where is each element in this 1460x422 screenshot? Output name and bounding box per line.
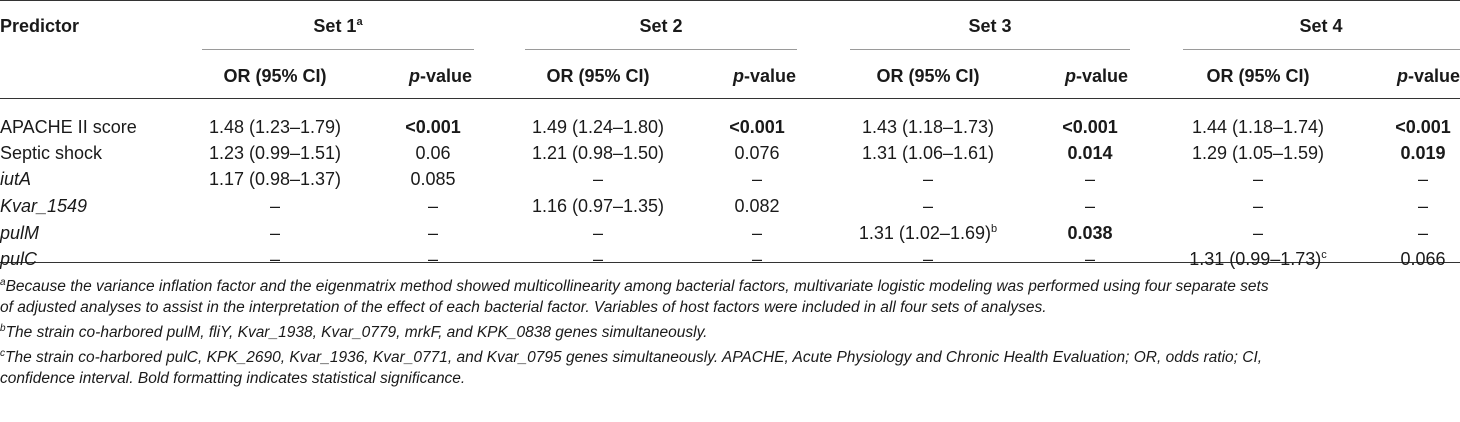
or-ci-cell [488,222,708,244]
p-value-cell: – [751,249,762,269]
or-superscript: c [1321,249,1327,261]
or-value: – [922,249,933,269]
row-predictor: Kvar_1549 [0,196,88,216]
footnote-text: The strain co-harbored pulM, fliY, Kvar_1938, Kvar_0779, mrkF, and KPK_0838 genes simultaneously. [5,324,708,341]
or-ci-cell [165,222,385,244]
footnote-line [0,297,1047,318]
or-ci-cell [165,168,385,190]
p-value-cell: <0.001 [1395,117,1451,137]
or-ci-cell [818,222,1038,244]
footnote-marker: c [0,347,5,359]
or-ci-cell [165,116,385,138]
or-ci-cell [1148,222,1368,244]
set-label: Set 2 [639,16,683,36]
p-value-header [676,65,796,87]
or-value: 1.31 (1.02–1.69) [858,223,991,243]
or-ci-header: OR (95% CI) [546,66,650,86]
or-value: – [269,249,280,269]
p-value-cell: – [751,223,762,243]
p-suffix: -value [1075,66,1128,86]
or-ci-cell [818,142,1038,164]
p-value-cell: 0.06 [415,143,451,163]
or-value: 1.17 (0.98–1.37) [208,169,342,189]
or-ci-header: OR (95% CI) [876,66,980,86]
p-value-cell: <0.001 [405,117,461,137]
p-value-cell: 0.066 [1400,249,1446,269]
or-value: – [1252,196,1263,216]
or-ci-cell [488,248,708,270]
or-ci-cell [165,195,385,217]
row-predictor: APACHE II score [0,117,137,137]
or-ci-cell [1148,248,1368,270]
table-top-rule [0,0,1460,1]
or-value: – [592,169,603,189]
footnote-line [0,368,465,389]
or-ci-cell [488,168,708,190]
p-italic: p [1064,66,1076,86]
or-ci-cell [1148,142,1368,164]
p-value-cell: 0.082 [734,196,780,216]
or-ci-cell [818,116,1038,138]
set-header [561,15,761,37]
p-value-cell: 0.038 [1067,223,1113,243]
p-value-cell: <0.001 [1062,117,1118,137]
set-label: Set 1 [313,16,357,36]
p-value-cell: – [427,249,438,269]
footnote-line [0,276,1269,297]
or-value: – [1252,223,1263,243]
footnote-text: confidence interval. Bold formatting indicates statistical significance. [0,370,466,387]
p-italic: p [1396,66,1408,86]
footnote-marker: a [0,276,6,288]
p-value-cell: – [1417,196,1428,216]
or-ci-cell [165,248,385,270]
set-header [238,15,438,37]
p-value-cell: – [1417,223,1428,243]
or-value: 1.43 (1.18–1.73) [861,117,995,137]
or-value: – [269,223,280,243]
p-suffix: -value [1407,66,1460,86]
or-value: 1.44 (1.18–1.74) [1191,117,1325,137]
p-suffix: -value [743,66,796,86]
p-value-cell: 0.085 [410,169,456,189]
p-italic: p [732,66,744,86]
predictor-header: Predictor [0,16,80,36]
or-ci-cell [818,248,1038,270]
or-value: – [1252,169,1263,189]
or-ci-cell [488,142,708,164]
row-predictor: Septic shock [0,143,103,163]
p-value-cell: – [1417,169,1428,189]
row-predictor: pulM [0,223,40,243]
set-3-underline [850,49,1130,50]
or-value: 1.16 (0.97–1.35) [531,196,665,216]
p-value-cell: – [1084,196,1095,216]
set-1-underline [202,49,474,50]
or-value: 1.31 (1.06–1.61) [861,143,995,163]
or-ci-cell [818,195,1038,217]
or-value: 1.29 (1.05–1.59) [1191,143,1325,163]
or-ci-header: OR (95% CI) [1206,66,1310,86]
or-value: – [592,249,603,269]
or-value: 1.49 (1.24–1.80) [531,117,665,137]
header-bottom-rule [0,98,1460,99]
footnote-text: Because the variance inflation factor and the eigenmatrix method showed multicollinearity among bacterial factors, multivariate logistic modeling was performed using four separate sets [5,278,1269,295]
row-predictor: pulC [0,249,38,269]
p-suffix: -value [419,66,472,86]
p-value-cell: – [427,196,438,216]
or-ci-cell [488,195,708,217]
or-value: 1.48 (1.23–1.79) [208,117,342,137]
p-value-header [352,65,472,87]
or-ci-cell [1148,116,1368,138]
footnote-marker: b [0,322,6,334]
p-value-cell: 0.019 [1400,143,1446,163]
set-header [1221,15,1421,37]
p-value-cell: 0.076 [734,143,780,163]
or-value: – [592,223,603,243]
set-label-superscript: a [356,16,363,28]
row-predictor: iutA [0,169,32,189]
or-value: 1.23 (0.99–1.51) [208,143,342,163]
or-ci-header: OR (95% CI) [223,66,327,86]
or-ci-cell [1148,195,1368,217]
set-label: Set 3 [968,16,1012,36]
p-value-cell: – [1084,249,1095,269]
p-value-cell: – [1084,169,1095,189]
p-italic: p [408,66,420,86]
p-value-cell: 0.014 [1067,143,1113,163]
or-value: – [269,196,280,216]
set-header [890,15,1090,37]
set-4-underline [1183,49,1460,50]
or-superscript: b [990,223,998,235]
footnote-line [0,322,707,343]
or-ci-cell [1148,168,1368,190]
p-value-cell: <0.001 [729,117,785,137]
footnote-line [0,347,1262,368]
or-value: 1.31 (0.99–1.73) [1189,249,1322,269]
p-value-cell: – [427,223,438,243]
or-value: 1.21 (0.98–1.50) [531,143,665,163]
or-value: – [922,196,933,216]
or-ci-cell [165,142,385,164]
footnote-text: of adjusted analyses to assist in the interpretation of the effect of each bacterial factor. Variables of host factors were included in all four sets of analyses. [0,299,1047,316]
set-2-underline [525,49,797,50]
footnote-text: The strain co-harbored pulC, KPK_2690, Kvar_1936, Kvar_0771, and Kvar_0795 genes simultaneously. APACHE, Acute Physiology and Chronic Health Evaluation; OR, odds ratio; CI, [5,349,1263,366]
p-value-cell: – [751,169,762,189]
p-value-header [1008,65,1128,87]
or-value: – [922,169,933,189]
p-value-header [1340,65,1460,87]
or-ci-cell [488,116,708,138]
set-label: Set 4 [1299,16,1343,36]
or-ci-cell [818,168,1038,190]
